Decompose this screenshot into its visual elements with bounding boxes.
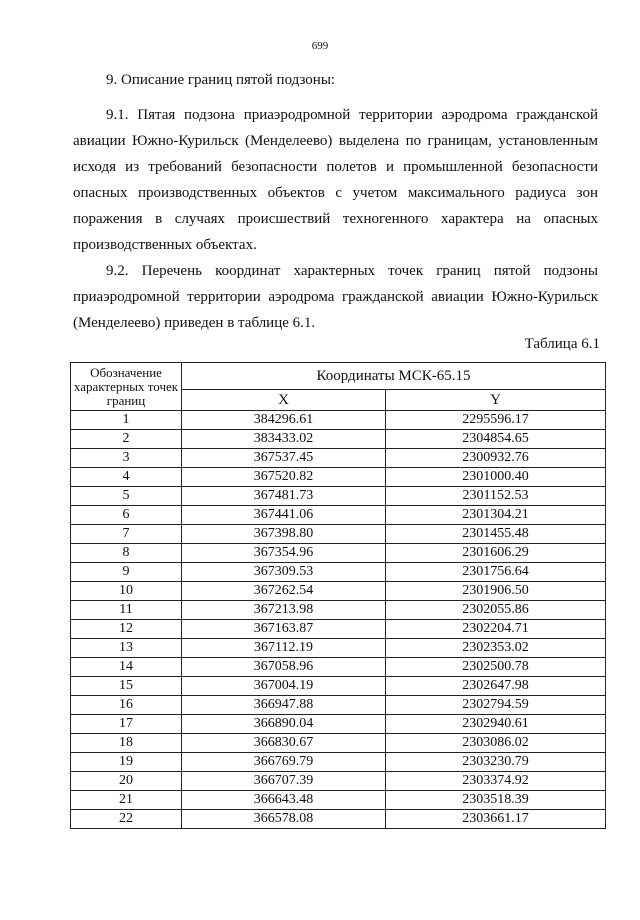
cell-x: 367058.96: [182, 658, 386, 677]
cell-x: 367163.87: [182, 620, 386, 639]
cell-y: 2302055.86: [386, 601, 606, 620]
table-row: [71, 563, 606, 582]
cell-x: 366707.39: [182, 772, 386, 791]
cell-point: 13: [71, 639, 182, 658]
header-coordinates: Координаты МСК-65.15: [182, 363, 606, 390]
cell-point: 22: [71, 810, 182, 829]
cell-y: 2301756.64: [386, 563, 606, 582]
table-row: [71, 411, 606, 430]
cell-y: 2302647.98: [386, 677, 606, 696]
cell-x: 367354.96: [182, 544, 386, 563]
table-row: [71, 810, 606, 829]
table-caption: Таблица 6.1: [524, 336, 600, 352]
table-row: [71, 772, 606, 791]
cell-x: 366947.88: [182, 696, 386, 715]
cell-y: 2295596.17: [386, 411, 606, 430]
paragraph-9-1: 9.1. Пятая подзона приаэродромной территории аэродрома гражданской авиации Южно-Курильск (Менделеево) выделена по границам, установленным исходя из требований безопасности полетов и промышленной безопасности опасных производственных объектов с учетом максимального радиуса зон поражения в случаях происшествий техногенного характера на опасных производственных объектах.: [73, 107, 598, 253]
cell-y: 2301606.29: [386, 544, 606, 563]
cell-y: 2303086.02: [386, 734, 606, 753]
section-heading: 9. Описание границ пятой подзоны:: [106, 72, 336, 88]
table-row: [71, 696, 606, 715]
table-row: [71, 544, 606, 563]
cell-x: 367441.06: [182, 506, 386, 525]
table-row: [71, 601, 606, 620]
cell-point: 19: [71, 753, 182, 772]
table-header-row: [71, 363, 606, 390]
cell-y: 2301455.48: [386, 525, 606, 544]
cell-y: 2302500.78: [386, 658, 606, 677]
table-row: [71, 639, 606, 658]
cell-x: 366643.48: [182, 791, 386, 810]
cell-point: 10: [71, 582, 182, 601]
cell-point: 8: [71, 544, 182, 563]
cell-point: 7: [71, 525, 182, 544]
cell-y: 2301152.53: [386, 487, 606, 506]
cell-point: 6: [71, 506, 182, 525]
cell-point: 3: [71, 449, 182, 468]
cell-point: 11: [71, 601, 182, 620]
cell-y: 2302204.71: [386, 620, 606, 639]
cell-x: 366830.67: [182, 734, 386, 753]
cell-point: 15: [71, 677, 182, 696]
cell-x: 366578.08: [182, 810, 386, 829]
cell-y: 2301000.40: [386, 468, 606, 487]
cell-y: 2302353.02: [386, 639, 606, 658]
cell-x: 367537.45: [182, 449, 386, 468]
cell-y: 2303661.17: [386, 810, 606, 829]
cell-y: 2301304.21: [386, 506, 606, 525]
cell-y: 2302940.61: [386, 715, 606, 734]
cell-y: 2304854.65: [386, 430, 606, 449]
cell-x: 367112.19: [182, 639, 386, 658]
cell-point: 1: [71, 411, 182, 430]
cell-point: 20: [71, 772, 182, 791]
cell-point: 9: [71, 563, 182, 582]
page-number: 699: [311, 40, 329, 52]
cell-point: 5: [71, 487, 182, 506]
cell-y: 2303230.79: [386, 753, 606, 772]
cell-point: 21: [71, 791, 182, 810]
cell-point: 18: [71, 734, 182, 753]
table-row: [71, 753, 606, 772]
cell-x: 367213.98: [182, 601, 386, 620]
cell-point: 4: [71, 468, 182, 487]
cell-x: 383433.02: [182, 430, 386, 449]
table-row: [71, 468, 606, 487]
table-row: [71, 525, 606, 544]
cell-x: 367262.54: [182, 582, 386, 601]
table-row: [71, 658, 606, 677]
table-row: [71, 715, 606, 734]
table-row: [71, 487, 606, 506]
cell-point: 14: [71, 658, 182, 677]
cell-x: 367520.82: [182, 468, 386, 487]
cell-point: 17: [71, 715, 182, 734]
cell-x: 367004.19: [182, 677, 386, 696]
cell-x: 366890.04: [182, 715, 386, 734]
table-row: [71, 620, 606, 639]
cell-point: 16: [71, 696, 182, 715]
cell-x: 367309.53: [182, 563, 386, 582]
cell-y: 2303518.39: [386, 791, 606, 810]
cell-y: 2301906.50: [386, 582, 606, 601]
cell-y: 2300932.76: [386, 449, 606, 468]
table-row: [71, 506, 606, 525]
header-x: X: [182, 390, 386, 411]
paragraph-9-2: 9.2. Перечень координат характерных точек границ пятой подзоны приаэродромной территории аэродрома гражданской авиации Южно-Курильск (Менделеево) приведен в таблице 6.1.: [73, 263, 598, 331]
coordinates-table: [70, 362, 606, 829]
header-y: Y: [386, 390, 606, 411]
cell-point: 2: [71, 430, 182, 449]
table-row: [71, 677, 606, 696]
cell-x: 384296.61: [182, 411, 386, 430]
table-row: [71, 449, 606, 468]
table-row: [71, 430, 606, 449]
cell-y: 2302794.59: [386, 696, 606, 715]
cell-x: 367481.73: [182, 487, 386, 506]
cell-x: 366769.79: [182, 753, 386, 772]
cell-x: 367398.80: [182, 525, 386, 544]
cell-point: 12: [71, 620, 182, 639]
cell-y: 2303374.92: [386, 772, 606, 791]
table-row: [71, 791, 606, 810]
table-row: [71, 734, 606, 753]
header-point-designation: Обозначение характерных точек границ: [71, 363, 182, 411]
table-row: [71, 582, 606, 601]
table-body: [71, 411, 606, 829]
